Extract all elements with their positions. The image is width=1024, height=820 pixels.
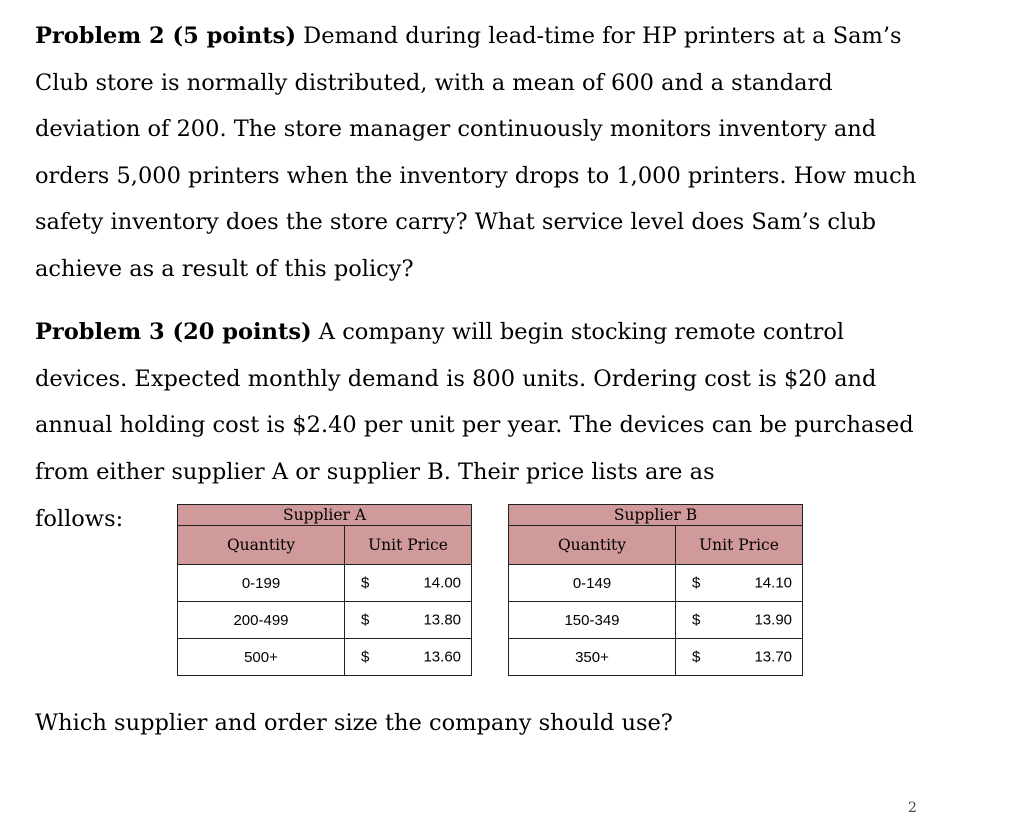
- price-amount: 13.70: [754, 648, 793, 666]
- supplier-a-quantity-cell: 0-199: [178, 565, 345, 602]
- supplier-a-price-cell: [345, 639, 472, 676]
- table-row: [178, 565, 472, 602]
- supplier-b-price-table: [508, 504, 803, 676]
- problem-2-paragraph: [35, 13, 935, 292]
- supplier-b-quantity-cell: 0-149: [509, 565, 676, 602]
- supplier-b-price-cell: [676, 602, 803, 639]
- supplier-b-title: Supplier B: [509, 505, 803, 526]
- problem-3-question: Which supplier and order size the company should use?: [35, 710, 673, 736]
- supplier-a-quantity-header: Quantity: [178, 526, 345, 565]
- price-amount: 13.80: [423, 611, 462, 629]
- price-amount: 13.60: [423, 648, 462, 666]
- supplier-a-price-table: [177, 504, 472, 676]
- table-row: [178, 639, 472, 676]
- price-amount: 14.10: [754, 574, 793, 592]
- supplier-a-quantity-cell: 200-499: [178, 602, 345, 639]
- price-amount: 13.90: [754, 611, 793, 629]
- problem-2-text: Demand during lead-time for HP printers at a Sam’s Club store is normally distributed, with a mean of 600 and a standard deviation of 200. The store manager continuously monitors inventory and orders 5,000 printers when the inventory drops to 1,000 printers. How much safety inventory does the store carry? What service level does Sam’s club achieve as a result of this policy?: [35, 23, 917, 282]
- supplier-a-price-cell: [345, 565, 472, 602]
- price-amount: 14.00: [423, 574, 462, 592]
- currency-symbol: $: [692, 648, 701, 666]
- table-row: [509, 639, 803, 676]
- problem-3-text: A company will begin stocking remote control devices. Expected monthly demand is 800 units. Ordering cost is $20 and annual holding cost is $2.40 per unit per year. The devices can be purchased from either supplier A or supplier B. Their price lists are as: [35, 319, 914, 485]
- supplier-a-quantity-cell: 500+: [178, 639, 345, 676]
- supplier-b-quantity-cell: 150-349: [509, 602, 676, 639]
- table-row: [178, 602, 472, 639]
- supplier-a-title: Supplier A: [178, 505, 472, 526]
- currency-symbol: $: [692, 611, 701, 629]
- supplier-b-price-cell: [676, 565, 803, 602]
- supplier-b-unit-price-header: Unit Price: [676, 526, 803, 565]
- supplier-a-unit-price-header: Unit Price: [345, 526, 472, 565]
- supplier-a-price-cell: [345, 602, 472, 639]
- supplier-b-price-cell: [676, 639, 803, 676]
- currency-symbol: $: [692, 574, 701, 592]
- supplier-b-quantity-header: Quantity: [509, 526, 676, 565]
- supplier-b-quantity-cell: 350+: [509, 639, 676, 676]
- currency-symbol: $: [361, 648, 370, 666]
- currency-symbol: $: [361, 574, 370, 592]
- table-row: [509, 602, 803, 639]
- problem-3-heading: Problem 3 (20 points): [35, 319, 312, 345]
- page-number: 2: [908, 800, 917, 816]
- currency-symbol: $: [361, 611, 370, 629]
- problem-2-heading: Problem 2 (5 points): [35, 23, 296, 49]
- table-row: [509, 565, 803, 602]
- follows-label: follows:: [35, 506, 124, 532]
- problem-3-paragraph: [35, 309, 915, 495]
